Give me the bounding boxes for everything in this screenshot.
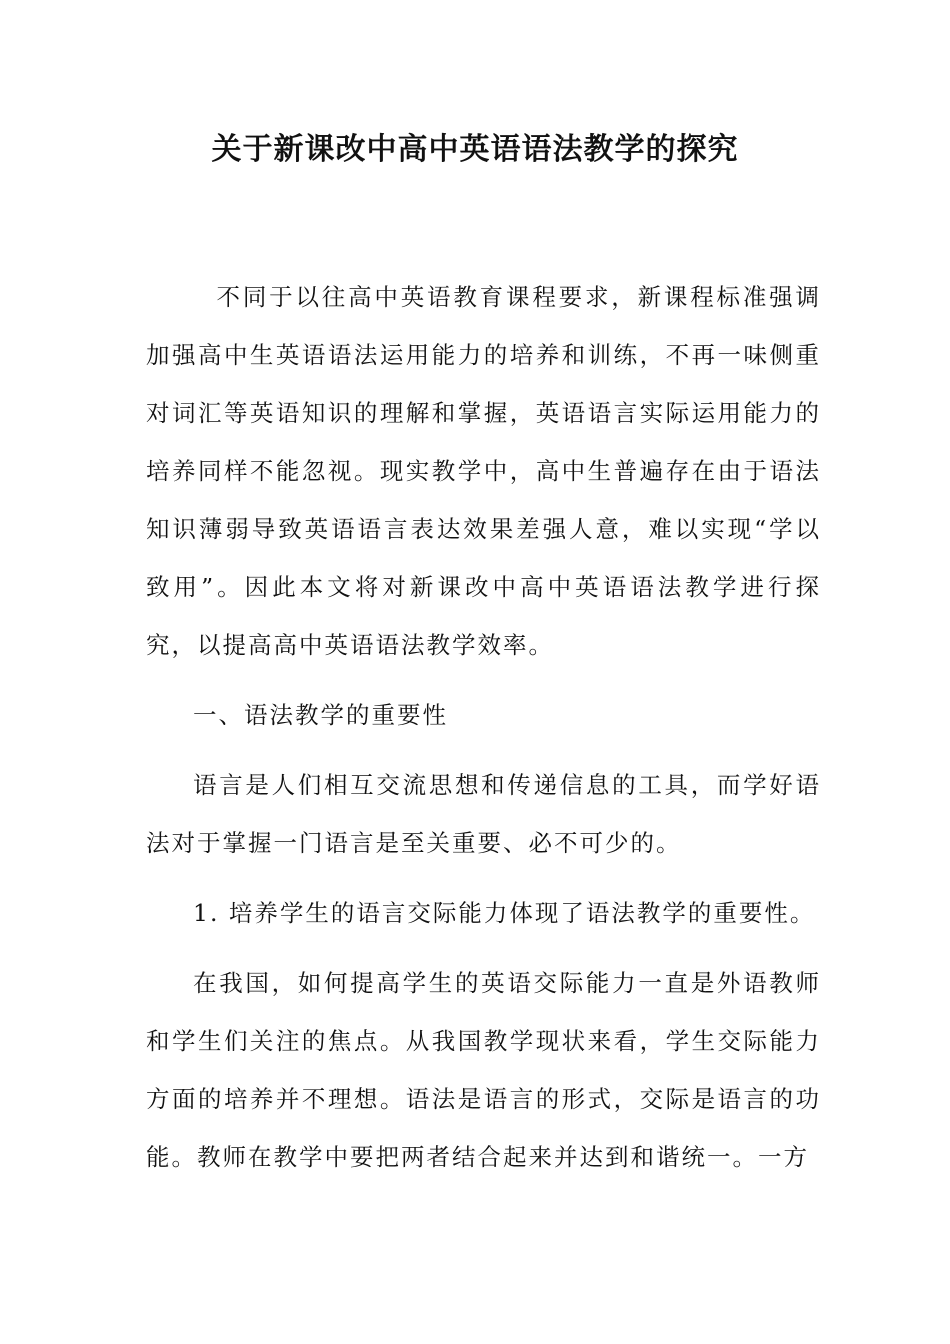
body-paragraph: 语言是人们相互交流思想和传递信息的工具，而学好语法对于掌握一门语言是至关重要、必不可少的。 [146, 771, 821, 857]
section-heading: 一、语法教学的重要性 [193, 701, 448, 729]
subheading: 1. 培养学生的语言交际能力体现了语法教学的重要性。 [193, 899, 816, 927]
body-paragraph: 在我国，如何提高学生的英语交际能力一直是外语教师和学生们关注的焦点。从我国教学现状来看，学生交际能力方面的培养并不理想。语法是语言的形式，交际是语言的功能。教师在教学中要把两者结合起来并达到和谐统一。一方 [146, 969, 821, 1171]
document-title: 关于新课改中高中英语语法教学的探究 [211, 132, 739, 167]
document-body [146, 268, 821, 1186]
intro-paragraph: 不同于以往高中英语教育课程要求，新课程标准强调加强高中生英语语法运用能力的培养和训练，不再一味侧重对词汇等英语知识的理解和掌握，英语语言实际运用能力的培养同样不能忽视。现实教学中，高中生普遍存在由于语法知识薄弱导致英语语言表达效果差强人意，难以实现“学以致用”。因此本文将对新课改中高中英语语法教学进行探究，以提高高中英语语法教学效率。 [146, 283, 821, 659]
